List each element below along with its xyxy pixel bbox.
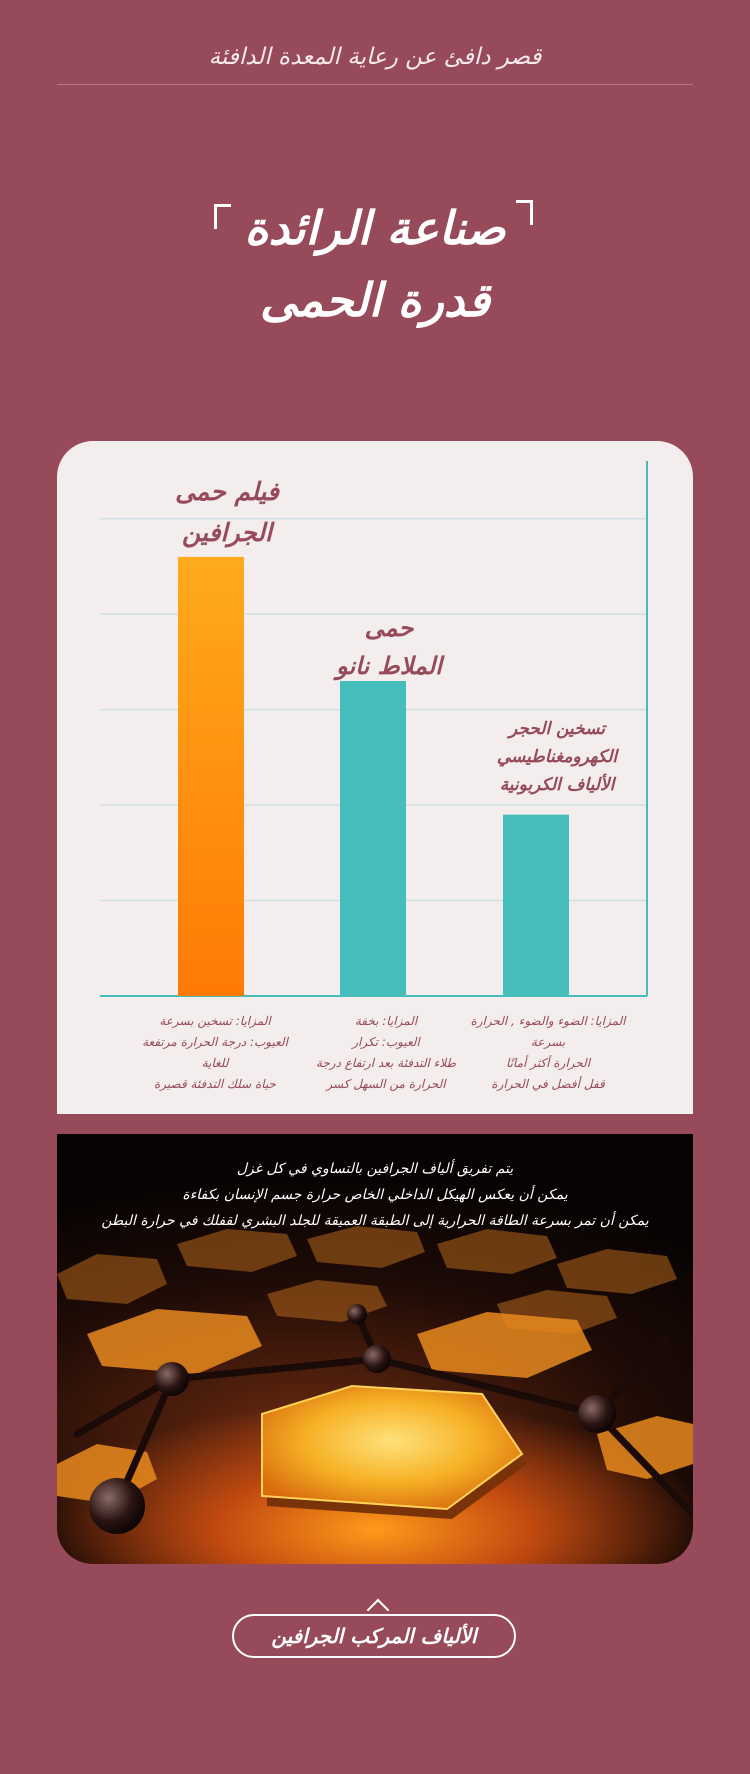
chart-card — [57, 441, 693, 1114]
hero-title — [0, 192, 750, 336]
bar-label-2 — [299, 609, 479, 685]
bar-label-2-line1: حمى — [364, 614, 414, 642]
photo-caption — [77, 1156, 673, 1234]
bar-desc-2 — [297, 1011, 475, 1095]
photo-caption-line2: يمكن أن يعكس الهيكل الداخلي الخاص حرارة جسم الإنسان بكفاءة — [182, 1187, 568, 1203]
photo-caption-line1: يتم تفريق ألياف الجرافين بالتساوي في كل غزل — [236, 1161, 514, 1177]
bar-label-1-line1: فيلم حمى — [175, 477, 279, 506]
bar-label-3 — [437, 715, 677, 799]
bar-desc-2-line1: المزايا: بخفة — [354, 1014, 418, 1028]
hero-title-line2: قدرة الحمى — [260, 273, 490, 327]
bar-1 — [178, 557, 244, 996]
bar-desc-3-line2: بسرعة — [530, 1035, 566, 1049]
bar-desc-3-line1: المزايا: الضوء والضوء , الحرارة — [470, 1014, 626, 1028]
top-tagline: قصر دافئ عن رعاية المعدة الدافئة — [208, 44, 542, 70]
hero-title-line1: صناعة الرائدة — [244, 201, 506, 255]
bar-label-2-line2: الملاط نانو — [336, 652, 442, 680]
bar-3 — [503, 815, 569, 996]
bar-desc-1-line3: للغاية — [201, 1056, 229, 1070]
bar-desc-3 — [459, 1011, 637, 1095]
bar-2 — [340, 681, 406, 996]
photo-caption-line3: يمكن أن تمر بسرعة الطاقة الحرارية إلى الطبقة العميقة للجلد البشري لقفلك في حرارة البطن — [101, 1213, 649, 1229]
top-divider — [57, 84, 693, 85]
bar-desc-2-line2: العيوب: تكرار — [352, 1035, 420, 1049]
graphene-photo — [57, 1134, 693, 1564]
bar-desc-1-line1: المزايا: تسخين بسرعة — [159, 1014, 271, 1028]
bar-desc-1-line2: العيوب: درجة الحرارة مرتفعة — [142, 1035, 288, 1049]
bar-desc-2-line4: الحرارة من السهل كسر — [326, 1077, 446, 1091]
bar-desc-3-line4: قفل أفضل في الحرارة — [491, 1077, 605, 1091]
bar-label-1-line2: الجرافين — [182, 518, 272, 547]
bar-label-3-line3: الألياف الكربونية — [499, 775, 615, 795]
bar-desc-2-line3: طلاء التدفئة بعد ارتفاع درجة — [315, 1056, 457, 1070]
footer-pill-label: الألياف المركب الجرافين — [232, 1614, 516, 1658]
bar-desc-1-line4: حياة سلك التدفئة قصيرة — [154, 1077, 276, 1091]
bar-label-1 — [117, 471, 337, 553]
bar-label-3-line1: تسخين الحجر — [508, 719, 606, 739]
bar-desc-1 — [127, 1011, 303, 1095]
bar-desc-3-line3: الحرارة أكثر أمانًا — [505, 1056, 591, 1070]
bar-label-3-line2: الكهرومغناطيسي — [496, 747, 618, 767]
